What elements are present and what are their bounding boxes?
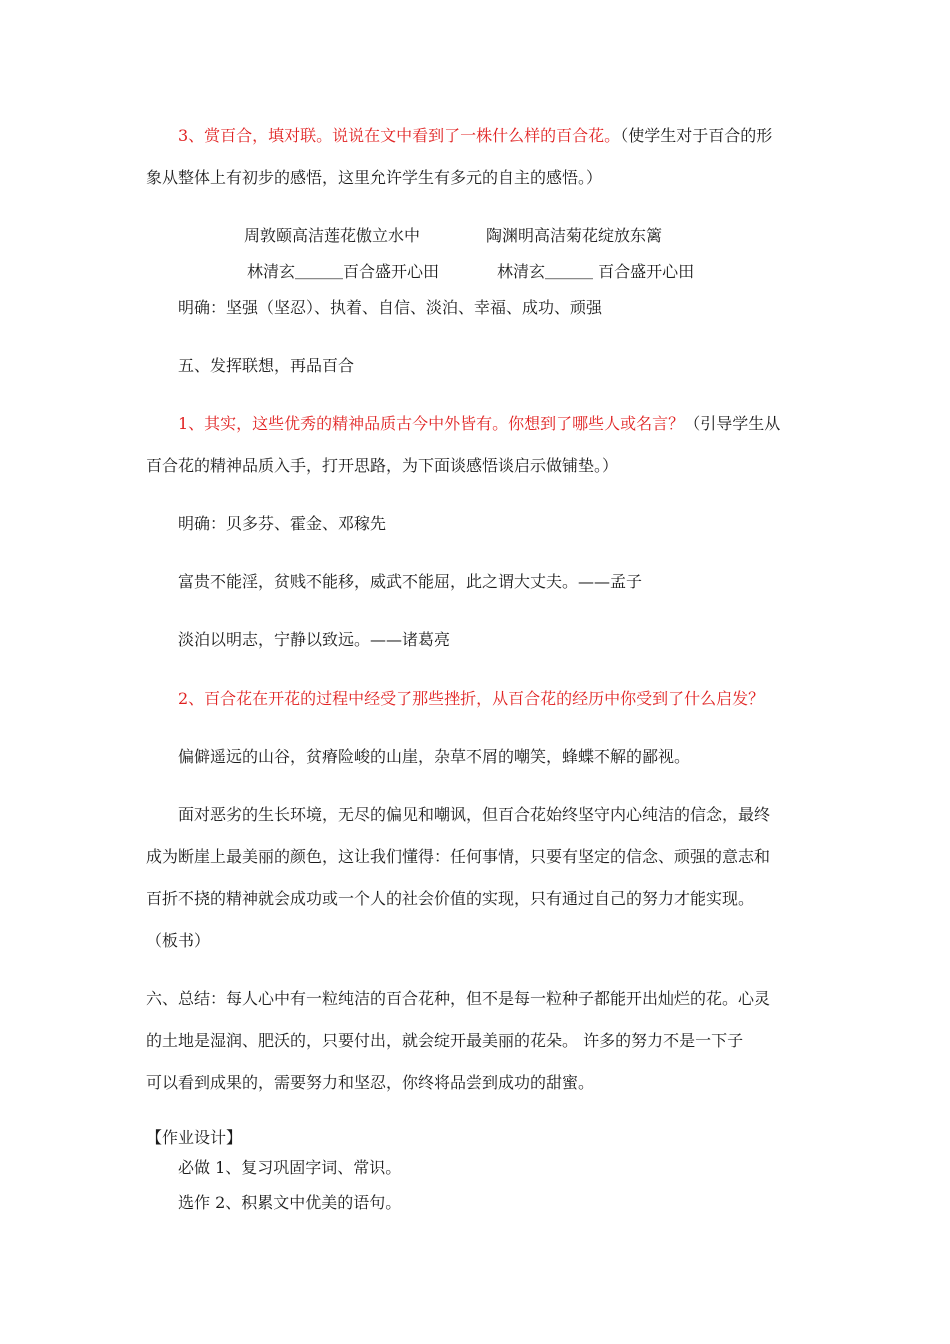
section3-question-red: 3、赏百合，填对联。说说在文中看到了一株什么样的百合花。 [178,126,621,145]
couplet-row1-right: 陶渊明高洁菊花绽放东篱 [486,226,663,245]
section3-question-line [178,125,772,147]
couplet-row2-right: 林清玄＿＿＿ 百合盛开心田 [497,262,695,281]
question2: 2、百合花在开花的过程中经受了那些挫折，从百合花的经历中你受到了什么启发？ [178,689,765,708]
homework-optional: 选作 2、积累文中优美的语句。 [178,1193,402,1212]
couplet-row2-left: 林清玄＿＿＿百合盛开心田 [247,262,440,281]
question1-note: （引导学生从 [684,414,781,433]
question1-red: 1、其实，这些优秀的精神品质古今中外皆有。你想到了哪些人或名言？ [178,414,685,433]
paragraph-line: 面对恶劣的生长环境，无尽的偏见和嘲讽，但百合花始终坚守内心纯洁的信念，最终 [178,805,771,824]
answer-people: 明确：贝多芬、霍金、邓稼先 [178,514,387,533]
paragraph-line: 百折不挠的精神就会成功或一个人的社会价值的实现，只有通过自己的努力才能实现。 [146,889,755,908]
homework-title: 【作业设计】 [146,1128,243,1147]
section3-note-continued: 象从整体上有初步的感悟，这里允许学生有多元的自主的感悟。） [146,168,603,187]
quote-mencius: 富贵不能淫，贫贱不能移，威武不能屈，此之谓大丈夫。——孟子 [178,572,643,591]
section5-heading: 五、发挥联想，再品百合 [178,356,355,375]
question1-note-continued: 百合花的精神品质入手，打开思路，为下面谈感悟谈启示做铺垫。） [146,456,619,475]
question1-line [178,413,780,435]
summary-line: 六、总结：每人心中有一粒纯洁的百合花种，但不是每一粒种子都能开出灿烂的花。心灵 [146,989,771,1008]
answer-qualities: 明确：坚强（坚忍）、执着、自信、淡泊、幸福、成功、顽强 [178,298,603,317]
paragraph-line: 成为断崖上最美丽的颜色，这让我们懂得：任何事情，只要有坚定的信念、顽强的意志和 [146,847,771,866]
summary-line: 可以看到成果的，需要努力和坚忍，你终将品尝到成功的甜蜜。 [146,1073,595,1092]
quote-zhuge-liang: 淡泊以明志，宁静以致远。——诸葛亮 [178,630,451,649]
section3-note: （使学生对于百合的形 [620,126,773,145]
summary-line: 的土地是湿润、肥沃的，只要付出，就会绽开最美丽的花朵。 许多的努力不是一下子 [146,1031,744,1050]
homework-required: 必做 1、复习巩固字词、常识。 [178,1158,402,1177]
board-note: （板书） [146,931,211,950]
couplet-row1-left: 周敦颐高洁莲花傲立水中 [244,226,421,245]
hardship-line: 偏僻遥远的山谷，贫瘠险峻的山崖，杂草不屑的嘲笑，蜂蝶不解的鄙视。 [178,747,691,766]
